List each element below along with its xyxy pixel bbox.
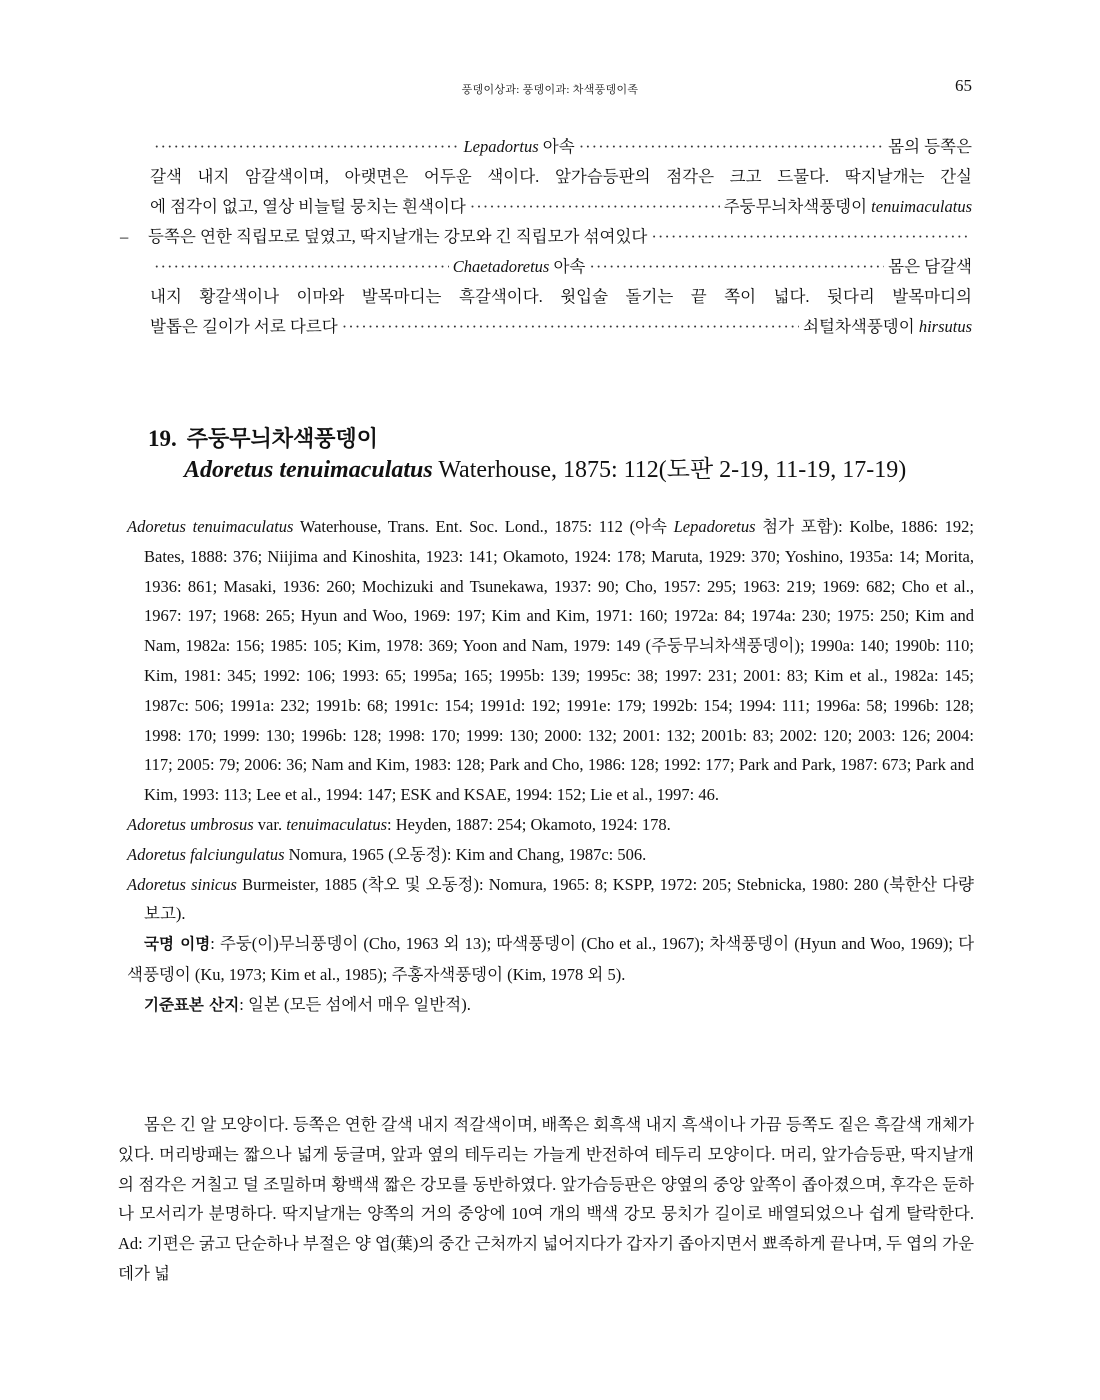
page-number: 65 bbox=[955, 76, 972, 95]
synonymy-entry: Adoretus tenuimaculatus Waterhouse, Trans. Ent. Soc. Lond., 1875: 112 (아속 Lepadoretus 첨가 포함): Kolbe, 1886: 192; Bates, 1888: 376; Niijima and Kinoshita, 1923: 141; Okamoto, 1924: 178; Maruta, 1929: 370; Yoshino, 1935a: 14; Morita, 1936: 861; Masaki, 1936: 260; Mochizuki and Tsunekawa, 1937: 90; Cho, 1957: 295; 1963: 219; 1969: 682; Cho et al., 1967: 197; 1968: 265; Hyun and Woo, 1969: 197; Kim and Kim, 1971: 160; 1972a: 84; 1974a: 230; 1975: 250; Kim and Nam, 1982a: 156; 1985: 105; Kim, 1978: 369; Yoon and Nam, 1979: 149 (주둥무늬차색풍뎅이); 1990a: 140; 1990b: 110; Kim, 1981: 345; 1992: 106; 1993: 65; 1995a; 165; 1995b: 139; 1995c: 38; 1997: 231; 2001: 83; Kim et al., 1982a: 145; 1987c: 506; 1991a: 232; 1991b: 68; 1991c: 154; 1991d: 192; 1991e: 179; 1992b: 154; 1994: 111; 1996a: 58; 1996b: 128; 1998: 170; 1999: 130; 1996b: 128; 1998: 170; 1999: 130; 2000: 132; 2001: 132; 2001b: 83; 2002: 120; 2003: 126; 2004: 117; 2005: 79; 2006: 36; Nam and Kim, 1983: 128; Park and Cho, 1986: 128; 1992: 177; Park and Park, 1987: 673; Park and Kim, 1993: 113; Lee et al., 1994: 147; ESK and KSAE, 1994: 152; Lie et al., 1997: 46. bbox=[127, 517, 975, 805]
species-heading bbox=[148, 424, 974, 486]
key-text: 에 점각이 없고, 열상 비늘털 뭉치는 흰색이다 bbox=[150, 197, 466, 216]
korean-species-name: 쇠털차색풍뎅이 bbox=[803, 317, 915, 336]
key-line bbox=[120, 282, 972, 312]
leader-dots bbox=[579, 132, 884, 162]
synonymy-entry: Adoretus falciungulatus Nomura, 1965 (오동정): Kim and Chang, 1987c: 506. bbox=[127, 844, 647, 864]
key-text: 등쪽은 연한 직립모로 덮였고, 딱지날개는 강모와 긴 직립모가 섞여있다 bbox=[148, 227, 648, 246]
key-dash: – bbox=[120, 227, 129, 246]
leader-dots bbox=[589, 252, 884, 282]
key-line bbox=[120, 162, 972, 192]
key-text: 발톱은 길이가 서로 다르다 bbox=[150, 317, 338, 336]
key-line bbox=[120, 312, 972, 342]
type-locality: 기준표본 산지: 일본 (모든 섬에서 매우 일반적). bbox=[144, 994, 471, 1014]
korean-synonyms-label: 국명 이명 bbox=[144, 935, 211, 954]
running-title: 풍뎅이상과: 풍뎅이과: 차색풍뎅이족 bbox=[461, 84, 639, 96]
key-text: 갈색 내지 암갈색이며, 아랫면은 어두운 색이다. 앞가슴등판의 점각은 크고 드물다. 딱지날개는 간실 bbox=[150, 167, 972, 186]
leader-dots bbox=[470, 192, 720, 222]
key-line: ····· Lepadortus 아속 ····· 몸의 등쪽은 bbox=[120, 132, 972, 162]
species-epithet: tenuimaculatus bbox=[871, 197, 972, 216]
synonymy-entry: Adoretus umbrosus var. tenuimaculatus: Heyden, 1887: 254; Okamoto, 1924: 178. bbox=[127, 814, 671, 834]
key-text: 내지 황갈색이나 이마와 발목마디는 흑갈색이다. 윗입술 돌기는 끝 쪽이 넓다. 뒷다리 발목마디의 bbox=[150, 287, 972, 306]
species-number: 19. bbox=[148, 426, 177, 451]
leader-dots bbox=[154, 252, 449, 282]
identification-key bbox=[120, 132, 972, 342]
synonymy-entry: Adoretus sinicus Burmeister, 1885 (착오 및 오동정): Nomura, 1965: 8; KSPP, 1972: 205; Stebnicka, 1980: 280 (북한산 다량 보고). bbox=[127, 874, 974, 924]
leader-dots bbox=[651, 222, 968, 252]
species-authority: Waterhouse, 1875: 112 bbox=[438, 457, 659, 483]
key-text: 몸의 등쪽은 bbox=[888, 137, 972, 156]
description-paragraph: 몸은 긴 알 모양이다. 등쪽은 연한 갈색 내지 적갈색이며, 배쪽은 회흑색 내지 흑색이나 가끔 등쪽도 짙은 흑갈색 개체가 있다. 머리방패는 짧으나 넓게 둥글며, 앞과 옆의 테두리는 가늘게 반전하여 테두리 모양이다. 머리, 앞가슴등판, 딱지날개의 점각은 거칠고 덜 조밀하며 황백색 짧은 강모를 동반하였다. 앞가슴등판은 양옆의 중앙 앞쪽이 좁아졌으며, 후각은 둔하나 모서리가 분명하다. 딱지날개는 양쪽의 거의 중앙에 10여 개의 백색 강모 뭉치가 길이로 배열되었으나 쉽게 탈락한다. Ad: 기편은 굵고 단순하나 부절은 양 엽(葉)의 중간 근처까지 넓어지다가 갑자기 좁아지면서 뾰족하게 끝나며, 두 엽의 가운데가 넓 bbox=[118, 1115, 974, 1283]
key-line bbox=[120, 222, 972, 252]
species-plates: (도판 2-19, 11-19, 17-19) bbox=[658, 457, 907, 483]
species-scientific-name: Adoretus tenuimaculatus bbox=[184, 457, 433, 483]
key-line: ····· Chaetadoretus 아속 ····· 몸은 담갈색 bbox=[120, 252, 972, 282]
synonymy-section bbox=[127, 512, 974, 1021]
korean-species-name: 주둥무늬차색풍뎅이 bbox=[723, 197, 868, 216]
species-title bbox=[148, 424, 974, 454]
genus-name: Chaetadoretus bbox=[452, 257, 550, 276]
leader-dots bbox=[154, 132, 459, 162]
key-text: 몸은 담갈색 bbox=[888, 257, 972, 276]
species-korean-name: 주둥무늬차색풍뎅이 bbox=[186, 427, 379, 452]
korean-synonyms: 국명 이명: 주둥(이)무늬풍뎅이 (Cho, 1963 외 13); 따색풍뎅이 (Cho et al., 1967); 차색풍뎅이 (Hyun and Woo, 1969); 다색풍뎅이 (Ku, 1973; Kim et al., 1985); 주홍자색풍뎅이 (Kim, 1978 외 5). bbox=[127, 934, 975, 984]
species-epithet: hirsutus bbox=[918, 317, 972, 336]
leader-dots bbox=[342, 312, 799, 342]
key-line bbox=[120, 192, 972, 222]
page-header bbox=[0, 76, 1100, 100]
type-locality-label: 기준표본 산지 bbox=[144, 995, 240, 1014]
genus-name: Lepadortus bbox=[463, 137, 539, 156]
species-scientific-line bbox=[184, 454, 974, 486]
